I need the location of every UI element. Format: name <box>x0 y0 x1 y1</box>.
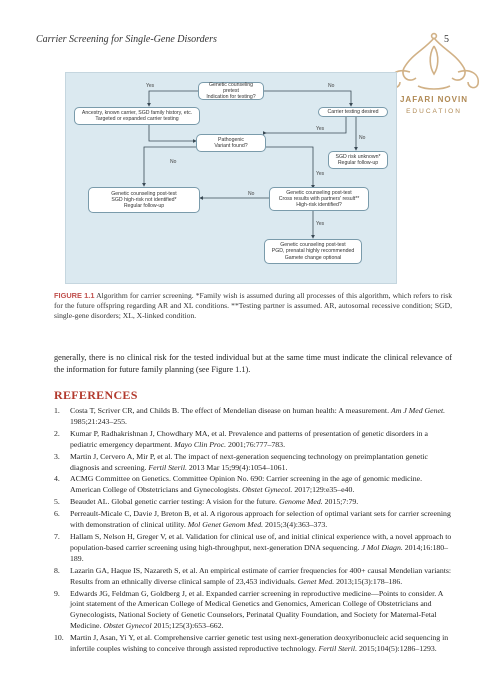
page-number: 5 <box>444 34 449 45</box>
ref-tail: 2015;104(5):1286–1293. <box>357 644 437 654</box>
ref-journal: Am J Med Genet. <box>390 406 446 415</box>
node-ancestry-targeted-testing <box>74 107 200 125</box>
node-text: SGD risk unknown* <box>335 153 381 160</box>
node-text: Genetic counseling post-test <box>286 189 352 196</box>
ref-tail: 2015;7:79. <box>322 497 359 507</box>
ref-text: Costa T, Scriver CR, and Childs B. The effect of Mendelian disease on human health: A measurement. <box>70 406 391 415</box>
watermark-line2: EDUCATION <box>406 108 462 115</box>
reference-item <box>54 589 454 633</box>
ref-number: 2. <box>54 428 60 438</box>
watermark-line1: JAFARI NOVIN <box>399 95 468 104</box>
running-head: Carrier Screening for Single-Gene Disorders <box>36 34 217 45</box>
references-heading: REFERENCES <box>54 388 138 402</box>
node-text: High-risk identified? <box>296 202 342 209</box>
ref-text: Beaudet AL. Global genetic carrier testing: A vision for the future. <box>70 497 279 507</box>
ref-text: Lazarin GA, Haque IS, Nazareth S, et al. An empirical estimate of carrier frequencies for 400+ causal Mendelian variants: Results from an ethnically diverse clinical sample of 23,453 individuals. <box>70 565 452 586</box>
ref-journal: Genome Med. <box>278 497 323 507</box>
node-text: Regular follow-up <box>123 203 165 210</box>
node-text: Pathogenic <box>218 136 244 143</box>
ref-text: Perreault-Micale C, Davie J, Breton B, et al. A rigorous approach for selection of optimal variant sets for carrier screening with demonstration of clinical utility. <box>70 509 451 530</box>
caption-text: Algorithm for carrier screening. *Family wish is assumed during all processes of this algorithm, which refers to risk for the future offspring regarding AR and XL conditions. **Testing partner is assumed. AR, autosomal recessive condition; SGD, single-gene disorders; XL, X-linked condition. <box>54 291 453 320</box>
reference-item <box>54 429 454 451</box>
node-text: Gamete change optional <box>284 254 342 261</box>
node-text: SGD high-risk not identified* <box>111 196 177 203</box>
ref-journal: J Mol Diagn. <box>361 542 403 552</box>
node-text: PGD, prenatal highly recommended <box>271 248 355 255</box>
ref-number: 10. <box>54 633 64 643</box>
edge-ancestry-path <box>149 125 196 141</box>
node-text: Ancestry, known carrier, SGD family history, etc. <box>81 109 193 116</box>
label-carrier-no: No <box>359 135 366 141</box>
ref-journal: Mayo Clin Proc. <box>174 439 227 449</box>
references-list <box>54 406 454 656</box>
edge-start-no <box>264 91 351 106</box>
node-sgd-high-risk-not-identified <box>88 187 200 213</box>
ref-number: 1. <box>54 406 60 415</box>
ref-number: 9. <box>54 588 60 598</box>
ref-text: Martin J, Asan, Yi Y, et al. Comprehensive carrier genetic test using next-generation deoxyribonucleic acid sequencing in infertile couples wishing to conceive through assisted reproductive technology. <box>70 633 449 654</box>
ref-text: Martin J, Cervero A, Mir P, et al. The impact of next-generation sequencing technology on preimplantation genetic diagnosis and screening. <box>70 451 428 472</box>
label-carrier-yes: Yes <box>316 126 325 132</box>
label-path-yes: Yes <box>316 171 325 177</box>
ref-text: ACMG Committee on Genetics. Committee Opinion No. 690: Carrier screening in the age of genomic medicine. American College of Obstetricians and Gynecologists. <box>70 474 423 495</box>
ref-number: 3. <box>54 451 60 461</box>
ref-text: Edwards JG, Feldman G, Goldberg J, et al. Expanded carrier screening in reproductive medicine—Points to consider. A joint statement of the American College of Medical Genetics and Genomics, American College of Obstetricians and Gynecologists, National Society of Genetic Counselors, Perinatal Quality Foundation, and Society for Maternal-Fetal Medicine. <box>70 588 443 631</box>
reference-item <box>54 509 454 531</box>
ref-journal: Genet Med. <box>297 576 335 586</box>
node-carrier-testing-desired <box>318 107 388 117</box>
figure-label: FIGURE 1.1 <box>54 291 95 300</box>
node-pathogenic-variant <box>196 134 266 152</box>
node-cross-results-partner <box>269 187 369 211</box>
flowchart-figure <box>65 72 397 284</box>
edge-path-no <box>144 147 196 186</box>
ref-journal: Fertil Steril. <box>148 462 187 472</box>
reference-item <box>54 633 454 655</box>
ref-journal: Mol Genet Genom Med. <box>187 520 264 530</box>
reference-item <box>54 566 454 588</box>
ref-tail: 2014;16:180–189. <box>70 542 449 563</box>
label-path-no: No <box>170 159 177 165</box>
ref-number: 4. <box>54 474 60 484</box>
label-start-no: No <box>328 83 335 89</box>
node-genetic-counseling-pretest <box>198 82 264 100</box>
edge-carrier-yes <box>266 117 346 133</box>
edge-start-yes <box>149 91 198 106</box>
node-text: Genetic counseling post-test <box>280 242 346 249</box>
reference-item <box>54 532 454 565</box>
ref-tail: 2001;76:777–783. <box>226 439 286 449</box>
node-text: Cross results with partners' result** <box>278 195 360 202</box>
ref-tail: 2015;3(4):363–373. <box>263 520 328 530</box>
node-text: Indication for testing? <box>206 94 256 101</box>
body-paragraph: generally, there is no clinical risk for the tested individual but at the same time must indicate the clinical relevance of the information for future family planning (see Figure 1.1). <box>54 353 452 374</box>
reference-item <box>54 474 454 496</box>
figure-caption <box>54 291 452 321</box>
ref-journal: Obstet Gynecol. <box>242 485 293 495</box>
label-cross-yes: Yes <box>316 221 325 227</box>
reference-item <box>54 406 454 428</box>
ref-number: 7. <box>54 531 60 541</box>
node-text: Targeted or expanded carrier testing <box>95 116 179 122</box>
reference-item <box>54 452 454 474</box>
node-text: Variant found? <box>214 143 248 149</box>
ref-journal: Fertil Steril. <box>318 644 358 654</box>
node-text: Genetic counseling pretest <box>208 81 254 94</box>
ref-number: 6. <box>54 509 60 519</box>
ref-journal: Obstet Gynecol <box>103 621 152 631</box>
node-sgd-risk-unknown <box>328 151 388 169</box>
node-text: Regular follow-up <box>337 160 379 166</box>
ref-tail: 2013 Mar 15;99(4):1054–1061. <box>186 462 288 472</box>
label-cross-no: No <box>248 191 255 197</box>
ref-number: 5. <box>54 497 60 507</box>
node-pgd-prenatal <box>264 239 362 264</box>
ref-number: 8. <box>54 565 60 575</box>
node-text: Genetic counseling post-test <box>111 190 177 197</box>
ref-tail: 1985;21:243–255. <box>70 416 127 426</box>
label-start-yes: Yes <box>146 83 155 89</box>
ref-text: Hallam S, Nelson H, Greger V, et al. Validation for clinical use of, and initial clinical experience with, a novel approach to population-based carrier screening using high-throughput, next-generation DNA sequencing. <box>70 531 452 552</box>
edge-path-yes <box>266 147 313 188</box>
ref-tail: 2015;125(3):653–662. <box>151 621 224 631</box>
ref-tail: 2013;15(3):178–186. <box>334 576 403 586</box>
reference-item <box>54 497 454 508</box>
ref-tail: 2017;129:e35–e40. <box>292 485 355 495</box>
ref-text: Kumar P, Radhakrishnan J, Chowdhary MA, et al. Prevalence and patterns of presentation of genetic disorders in a pediatric emergency department. <box>70 428 428 449</box>
node-text: Carrier testing desired <box>327 108 379 115</box>
